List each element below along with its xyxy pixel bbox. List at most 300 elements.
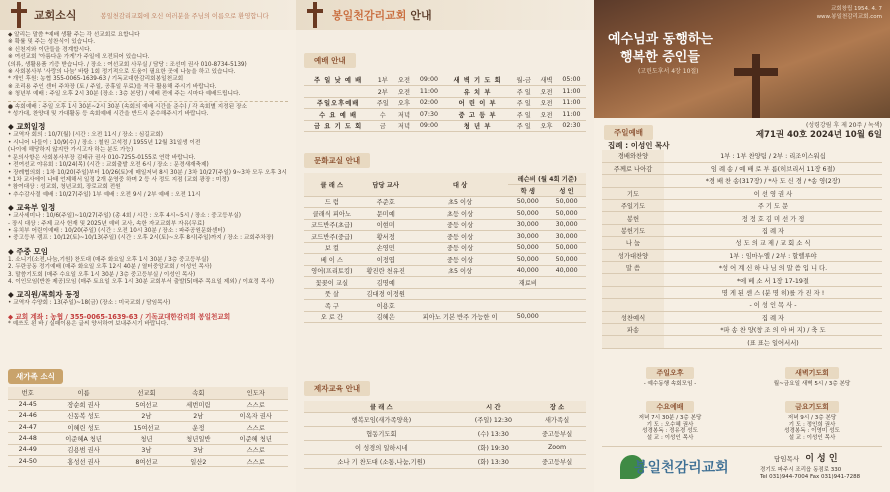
table-row — [304, 231, 586, 243]
culture-cell: 재료비 — [508, 277, 547, 289]
service-box-line: 설 교 : 이성인 목사 — [646, 434, 694, 441]
culture-cell: 50,000 — [508, 311, 547, 323]
order-label: 성찬예식 — [602, 311, 664, 323]
worship-cell: 유 치 부 — [443, 86, 511, 98]
family-cell: 15여선교 — [120, 422, 174, 433]
order-label — [602, 299, 664, 311]
disciple-tag: 제자교육 안내 — [304, 381, 370, 396]
culture-cell: 김대경 이정원 — [360, 288, 412, 300]
schedule-line: * 1차 교사에이 나태 언제해서 일정 2개 운영중 하며 2 등 사 정도 지점 (교회 광장 : 미정) — [8, 176, 230, 183]
notice-line: ※ 여선교회 '아름다운 가게'가 주일에 오전되어 있습니다. — [8, 54, 150, 61]
guide-church-name: 봉일천감리교회 — [332, 9, 407, 22]
table-row — [8, 433, 288, 444]
table-row — [304, 242, 586, 254]
table-row — [602, 212, 882, 224]
service-box-line: - 예수동행 속회모임 - — [643, 381, 697, 387]
culture-head-target: 대 상 — [412, 173, 509, 196]
service-box-line: 저녁 9시 / 3층 본당 — [787, 415, 837, 421]
service-box-title: 수요예배 — [646, 401, 693, 413]
hero-line2: 행복한 증인들 — [620, 50, 700, 65]
culture-cell: 40,000 — [508, 265, 547, 277]
culture-cell: 50,000 — [508, 208, 547, 220]
family-cell: 일산2 — [173, 455, 223, 466]
cover-cross-horizontal — [734, 68, 778, 76]
table-row — [8, 399, 288, 410]
worship-cell: 11:00 — [557, 86, 586, 98]
culture-cell: 황서정 — [360, 231, 412, 243]
culture-cell — [547, 300, 586, 312]
order-value: 이 선 영 권 사 — [664, 187, 882, 199]
table-row — [304, 277, 586, 289]
table-row — [304, 208, 586, 220]
culture-cell: 50,000 — [547, 254, 586, 266]
worship-cell: 새 벽 기 도 회 — [443, 74, 511, 86]
culture-cell: 황진란 천유진 — [360, 265, 412, 277]
family-cell: 3남 — [173, 444, 223, 455]
family-cell: 스스로 — [223, 399, 288, 410]
culture-cell: 중등 이상 — [412, 242, 509, 254]
culture-cell: 50,000 — [547, 196, 586, 208]
order-value: 주 기 도 문 — [664, 200, 882, 212]
family-cell: 스스로 — [223, 455, 288, 466]
footer-church-name: 봉일천감리교회 — [634, 460, 729, 476]
table-row — [8, 444, 288, 455]
schedule-line: • 교역자 회의 : 10/7(월) (시간 : 오전 11시 / 장소 : 심길교회) — [8, 132, 163, 139]
service-boxes — [602, 360, 882, 441]
worship-cell: 09:00 — [415, 120, 444, 132]
order-label — [602, 336, 664, 348]
weekly-meetings-list — [8, 257, 288, 287]
culture-cell: 오 로 간 — [304, 311, 360, 323]
order-label: 파송 — [602, 323, 664, 335]
church-news-panel — [0, 0, 296, 492]
service-box — [602, 394, 738, 441]
welcome-notices — [8, 32, 288, 99]
order-label: 성가대찬양 — [602, 249, 664, 261]
culture-cell: 문미예 — [360, 208, 412, 220]
table-row — [304, 427, 586, 441]
family-cell: 세번미림 — [173, 399, 223, 410]
cross-icon — [306, 2, 324, 28]
education-line: - 장시 대상 : 주제 교사 헌재 및 2025년 예비 교사, 속한 자교교회부 자유(무료) — [8, 220, 205, 227]
worship-cell: 오전 — [536, 97, 557, 109]
worship-cell: 저녁 — [393, 120, 414, 132]
education-line: • 유치부 어린이예배 : 10/20(주일) (시간 : 오전 10시 30분 / 장소 : 파주공원문화센터) — [8, 227, 226, 234]
worship-cell: 새벽 — [536, 74, 557, 86]
service-box — [744, 360, 880, 390]
order-label: 말 씀 — [602, 262, 664, 274]
culture-cell: 꽃꽂이 교실 — [304, 277, 360, 289]
family-cell: 청년 — [120, 433, 174, 444]
disciple-cell: 이 성경의 일하시네 — [304, 441, 459, 455]
table-row — [602, 150, 882, 162]
table-row — [602, 311, 882, 323]
family-cell: 청년일반 — [173, 433, 223, 444]
family-header: 속회 — [173, 387, 223, 399]
table-row — [602, 323, 882, 335]
disciple-cell: 중고등부실 — [528, 455, 586, 469]
family-cell: 운정 — [173, 422, 223, 433]
culture-cell: 김명예 — [360, 277, 412, 289]
family-cell: 스스로 — [223, 444, 288, 455]
worship-cell: 어 린 이 부 — [443, 97, 511, 109]
table-row — [304, 74, 586, 86]
worship-cell: 11:00 — [557, 109, 586, 121]
worship-cell: 05:00 — [557, 74, 586, 86]
family-cell: 2남 — [120, 410, 174, 421]
news-title: 교회소식 — [34, 9, 77, 22]
pastor-label: 담임목사 — [774, 455, 800, 463]
culture-cell: 30,000 — [508, 231, 547, 243]
culture-cell: 30,000 — [547, 219, 586, 231]
table-row — [602, 200, 882, 212]
disciple-cell: (화) 19:30 — [459, 441, 528, 455]
notice-line: ● 속회예배 : 주일 오후 1시 30분~2시 30분 (속회의 예배 시간을 준수) / 각 속회별 지정된 장소 — [8, 103, 247, 110]
service-box — [744, 394, 880, 441]
education-line: • 교사세미나 : 10/6(주일)~10/27(주일) (총 4회 / 시간 : 오후 4시~5시 / 장소 : 중고등부실) — [8, 213, 241, 220]
schedule-line: • 추수감사절 예배 : 10/27(주일) 1부 예배 : 오전 9시 / 2부 예배 : 오전 11시 — [8, 191, 201, 198]
culture-cell — [412, 300, 509, 312]
cell-notices — [8, 104, 288, 119]
table-row — [304, 97, 586, 109]
notice-line: * 성가대, 찬양대 및 가대활동 등 속회예배 시간을 반드시 준수해주시기 바랍니다. — [8, 111, 209, 118]
guide-panel — [296, 0, 594, 492]
culture-cell: 코드반주(중급) — [304, 231, 360, 243]
table-row — [602, 274, 882, 286]
presider: 집례 : 이성인 목사 — [608, 141, 670, 150]
culture-cell: 50,000 — [547, 208, 586, 220]
culture-cell: 이용호 — [360, 300, 412, 312]
footer — [602, 446, 882, 488]
worship-cell: 저녁 — [393, 109, 414, 121]
worship-cell: 수 — [372, 109, 393, 121]
order-label: 봉헌 — [602, 212, 664, 224]
notice-line: ※ 신천지와 이단들을 경계합시다. — [8, 46, 92, 53]
order-label: 경배와찬양 — [602, 150, 664, 162]
hero-verse: (고린도후서 4장 10절) — [638, 68, 699, 75]
church-address: 경기도 파주시 조리읍 동점로 330 — [760, 467, 842, 473]
disciple-header: 장 소 — [528, 401, 586, 413]
family-cell: 이옥자 권사 — [223, 410, 288, 421]
order-label — [602, 274, 664, 286]
culture-cell: 중등 이상 — [412, 231, 509, 243]
order-label — [602, 175, 664, 187]
order-label: 봉헌기도 — [602, 224, 664, 236]
culture-cell: 50,000 — [508, 254, 547, 266]
order-value: 성 도 의 교 제 / 교 회 소 식 — [664, 237, 882, 249]
table-row — [602, 224, 882, 236]
family-cell: 5여선교 — [120, 399, 174, 410]
culture-cell: 영어(프리토킹) — [304, 265, 360, 277]
news-subtitle: 봉일천감리교회에 오신 여러분을 주님의 이름으로 환영합니다 — [100, 12, 269, 20]
family-cell: 24-48 — [8, 433, 48, 444]
culture-cell: 초5 이상 — [412, 265, 509, 277]
notice-line: ※ 조리용 주인 센터 주차장 (토 / 주일, 공휴일 무료)을 적극 활용해 주시기 바랍니다. — [8, 83, 217, 90]
meeting-line: 3. 말씀기도회 (매주 수요일 오후 1시 30분 / 3층 중고등부실 / 이성인 목사) — [8, 271, 196, 278]
worship-guide — [304, 48, 586, 132]
family-cell: 24-46 — [8, 410, 48, 421]
culture-cell: 드 럼 — [304, 196, 360, 208]
family-header: 인도자 — [223, 387, 288, 399]
disciple-cell: 중고등부실 — [528, 427, 586, 441]
education-title: ◆ 교육부 일정 — [8, 203, 56, 213]
disciple-cell: (화) 13:30 — [459, 455, 528, 469]
worship-cell: 주일오후예배 — [304, 97, 372, 109]
worship-cell: 주 일 낮 예 배 — [304, 74, 372, 86]
culture-cell: 40,000 — [547, 265, 586, 277]
new-family-badge: 새가족 소식 — [8, 369, 63, 384]
schedule-line: • 시니어 나들이 : 10/9(수) / 장소 : 철원 고석정 / 1955년 12월 31일생 이전 — [8, 139, 201, 146]
order-value: 집 례 자 — [664, 224, 882, 236]
family-cell: 24-45 — [8, 399, 48, 410]
liturgical-season: (성령강림 후 제 20주 / 녹색) — [805, 122, 882, 129]
order-value: 1부 : 1부 찬양팀 / 2부 : 리조이스워십 — [664, 150, 882, 162]
table-row — [304, 413, 586, 427]
worship-cell: 오전 — [536, 86, 557, 98]
culture-cell — [412, 277, 509, 289]
schedule-line: * 참여대상 : 성교회, 청년교회, 장로교회 전원 — [8, 184, 121, 191]
worship-cell: 금 요 기 도 회 — [304, 120, 372, 132]
pastor-line — [774, 451, 838, 464]
worship-cell: 02:30 — [557, 120, 586, 132]
disciple-header: 클 래 스 — [304, 401, 459, 413]
disciple-cell: 새가족실 — [528, 413, 586, 427]
hero-line1: 예수님과 동행하는 — [608, 32, 713, 47]
worship-cell: 1부 — [372, 74, 393, 86]
worship-cell: 중 고 등 부 — [443, 109, 511, 121]
family-cell: 2남 — [173, 410, 223, 421]
culture-cell — [547, 311, 586, 323]
schedule-list — [8, 132, 288, 199]
church-phone: Tel 031)944-7004 Fax 031)941-7288 — [760, 474, 861, 480]
worship-cell: 주 일 — [512, 86, 536, 98]
service-box-line: 저녁 7시 30분 / 3층 본당 — [638, 415, 702, 421]
culture-cell — [508, 300, 547, 312]
order-value: 임 례 송 / 예 배 로 부 름(히브리서 11장 6절) — [664, 162, 882, 174]
culture-cell: 30,000 — [508, 219, 547, 231]
church-url[interactable]: www.봉일천감리교회.com — [816, 14, 882, 20]
culture-cell: 초5 이상 — [412, 196, 509, 208]
culture-class-tag: 문화교실 안내 — [304, 153, 370, 168]
order-value: *경 배 찬 송(317장) / *사 도 신 경 / *송 영(2장) — [664, 175, 882, 187]
table-row — [304, 455, 586, 469]
order-label: 주께로 나아감 — [602, 162, 664, 174]
schedule-line: • 장례협의회 : 1차 10/20(주일)부터 10/26(토)에 매일저녁 8시 30분 / 3차 10/27(주일) 9~3차 모두 오후 3시 — [8, 169, 287, 176]
schedule-line: * 문의사항은 사회봉사부장 김태규 권사 010-7255-0155로 연락 바랍니다. — [8, 154, 196, 161]
culture-cell — [412, 288, 509, 300]
family-header: 선교회 — [120, 387, 174, 399]
table-row — [8, 455, 288, 466]
order-label — [602, 286, 664, 298]
account-title: ◆ 교회 계좌 : 농협 / 355-0065-1639-63 / 기독교대한감리회 봉일천교회 — [8, 312, 231, 321]
worship-cell: 월-금 — [512, 74, 536, 86]
service-box-line: 성경봉독 : 이영미 성도 — [784, 428, 840, 435]
order-value: 집 례 자 — [664, 311, 882, 323]
service-box-title: 새벽기도회 — [785, 367, 839, 379]
culture-cell: 이정엽 — [360, 254, 412, 266]
service-box-line: 설 교 : 이성인 목사 — [788, 434, 836, 441]
order-value: *에 베 소 서 1장 17-19절 — [664, 274, 882, 286]
order-value: 1부 : 임마누엘 / 2부 : 할렐루야 — [664, 249, 882, 261]
news-body — [0, 30, 296, 328]
schedule-title: ◆ 교회일정 — [8, 122, 46, 132]
culture-cell: 50,000 — [508, 242, 547, 254]
worship-cell: 주 일 — [512, 97, 536, 109]
culture-cell: 베 이 스 — [304, 254, 360, 266]
worship-cell — [304, 86, 372, 98]
table-row — [304, 109, 586, 121]
culture-cell: 주준호 — [360, 196, 412, 208]
notice-line: ※ 청년부 예배 : 주일 오후 2시 30분 (장소 : 3층 본당) / 예배 전에 주는 시마다 예배드립니다. — [8, 91, 241, 98]
family-cell: 이준혜A 청년 — [48, 433, 120, 444]
culture-cell: 30,000 — [547, 231, 586, 243]
order-of-worship — [602, 150, 882, 349]
family-cell: 24-50 — [8, 455, 48, 466]
worship-cell: 07:30 — [415, 109, 444, 121]
family-cell: 스스로 — [223, 422, 288, 433]
guide-header — [296, 0, 594, 30]
family-cell: 신동복 성도 — [48, 410, 120, 421]
meeting-line: 1. 소니기(소전,나눔,기원) 찬도대 (매주 화요일 오후 1시 30분 / 3층 중고등부실) — [8, 256, 209, 263]
culture-cell — [508, 288, 547, 300]
table-row — [602, 175, 882, 187]
table-row — [602, 299, 882, 311]
table-row — [304, 86, 586, 98]
culture-table — [304, 173, 586, 323]
worship-cell: 11:00 — [415, 86, 444, 98]
worship-cell: 주 일 — [512, 120, 536, 132]
disciple-table — [304, 401, 586, 469]
meeting-line: 2. 두란공동 정기예배 (매주 화요일 오후 12시 40분 / 열터중앙교회 / 이성인 목사) — [8, 264, 212, 271]
culture-head-fee: 레슨비 (월 4회 기준) — [508, 173, 586, 185]
table-row — [602, 237, 882, 249]
culture-head-adult: 성 인 — [547, 185, 586, 197]
schedule-line: • 전여선교 야유회 : 10/24(목) (시간 : 교회출발 오전 6시 / 장소 : 문경새재축제) — [8, 162, 209, 169]
table-row — [602, 336, 882, 348]
disciple-cell: 행복모임(새가족양육) — [304, 413, 459, 427]
service-box-line: 기 도 : 정인희 권사 — [788, 421, 836, 428]
culture-cell: 김혜은 — [360, 311, 412, 323]
worship-cell: 오전 — [393, 74, 414, 86]
culture-cell: 클래식 피아노 — [304, 208, 360, 220]
worship-cell: 02:00 — [415, 97, 444, 109]
family-cell: 8여선교 — [120, 455, 174, 466]
worship-cell: 오전 — [536, 109, 557, 121]
family-header: 번호 — [8, 387, 48, 399]
new-family-section — [8, 364, 288, 467]
news-header — [0, 0, 296, 30]
worship-cell: 금 — [372, 120, 393, 132]
table-row — [304, 441, 586, 455]
culture-cell: 초등 이상 — [412, 208, 509, 220]
table-row — [602, 286, 882, 298]
order-label: 기도 — [602, 187, 664, 199]
culture-cell: 중등 이상 — [412, 219, 509, 231]
service-box-line: 월~금요일 새벽 5시 / 3층 본당 — [773, 381, 851, 387]
family-cell: 김용범 권사 — [48, 444, 120, 455]
disciple-header: 시 간 — [459, 401, 528, 413]
culture-class-guide — [304, 148, 586, 323]
disciple-cell: 소나 기 찬도대 (소통,나눔,기원) — [304, 455, 459, 469]
service-box-line: 성경봉독 : 정유경 성도 — [642, 428, 698, 435]
table-row — [602, 187, 882, 199]
culture-cell: 코드반주(초급) — [304, 219, 360, 231]
founding-date: 교회창립 1954. 4. 7 — [831, 6, 882, 12]
bulletin-cover-panel — [594, 0, 890, 492]
family-cell: 3남 — [120, 444, 174, 455]
table-row — [602, 162, 882, 174]
worship-badge-wrap — [604, 120, 653, 140]
family-cell: 24-47 — [8, 422, 48, 433]
staff-title: ◆ 교직원/목회자 동정 — [8, 290, 80, 300]
culture-cell — [547, 277, 586, 289]
notice-line: ※ 확률 및 주는 성찬식이 있습니다. — [8, 39, 96, 46]
order-value: 정 정 호 김 미 선 가 정 — [664, 212, 882, 224]
worship-cell: 청 년 부 — [443, 120, 511, 132]
disciple-cell: (주일) 12:30 — [459, 413, 528, 427]
education-list — [8, 213, 288, 243]
worship-cell: 오전 — [393, 86, 414, 98]
family-cell: 이혜린 성도 — [48, 422, 120, 433]
table-row — [304, 288, 586, 300]
family-header: 이름 — [48, 387, 120, 399]
disciple-guide — [304, 376, 586, 469]
table-row — [8, 422, 288, 433]
notice-line: * 개인 후원: 농협 355-0065-1639-63 / 기독교대한감리회봉일천교회 — [8, 76, 184, 83]
culture-cell: 피아노 기본 반주 가능한 이 — [412, 311, 509, 323]
disciple-cell: (수) 13:30 — [459, 427, 528, 441]
account-note: * 예쓰도 왼 바 / 실패이용은 글씨 양서하여 보내주시기 바랍니다. — [8, 320, 169, 327]
family-cell: 홍성선 권사 — [48, 455, 120, 466]
weekly-meetings-title: ◆ 주중 모임 — [8, 246, 48, 256]
notice-line: ◆ 알리는 말씀 *예배 생활 주는 각 선교회로 요합니다 — [8, 32, 140, 38]
worship-cell: 09:00 — [415, 74, 444, 86]
culture-cell: 중등 이상 — [412, 254, 509, 266]
service-box-line: 기 도 : 오수혜 권사 — [646, 421, 694, 428]
order-table — [602, 150, 882, 349]
order-value: *성 어 계 신 하 나 님 의 말 씀 입 니 다. — [664, 262, 882, 274]
worship-guide-tag: 예배 안내 — [304, 53, 356, 68]
order-value: - 이 성 인 목 사 - — [664, 299, 882, 311]
order-value: (표 표는 일어서서) — [664, 336, 882, 348]
order-label: 주일기도 — [602, 200, 664, 212]
worship-table — [304, 74, 586, 132]
guide-title: 안내 — [410, 9, 432, 22]
culture-cell: 풋 살 — [304, 288, 360, 300]
order-value: *파 송 찬 양(창 조 의 아 버 지) / 축 도 — [664, 323, 882, 335]
culture-cell: 이현미 — [360, 219, 412, 231]
culture-cell: 보 컬 — [304, 242, 360, 254]
family-cell: 24-49 — [8, 444, 48, 455]
notice-line: (의류, 생활용품 기증 받습니다. / 장소 : 여선교회 사무실 / 담당 : 조선미 권사 010-8734-5139) — [8, 61, 247, 68]
table-row — [304, 120, 586, 132]
education-line: • 중고등부 캠프 : 10/12(토)~10/13(주일) (시간 : 오후 2시(토)~오후 8시(주일)까지 / 장소 : 교회주차장) — [8, 235, 274, 242]
worship-cell: 오후 — [393, 97, 414, 109]
issue-info: 제71권 40호 2024년 10월 6일 — [755, 130, 882, 140]
family-cell: 장순희 권사 — [48, 399, 120, 410]
table-row — [304, 219, 586, 231]
culture-cell: 손영민 — [360, 242, 412, 254]
worship-cell: 2부 — [372, 86, 393, 98]
family-cell: 이준혜 청년 — [223, 433, 288, 444]
table-row — [602, 249, 882, 261]
table-row — [304, 311, 586, 323]
service-box-title: 주일오후 — [646, 367, 693, 379]
table-row — [304, 196, 586, 208]
cover-hero-image — [594, 0, 890, 118]
order-value: 명 게 된 센 스 (분 명 히)를 가 진 자 ! — [664, 286, 882, 298]
staff-text: • 교역자 수양회 : 13(주일)~18(금) (장소 : 미국교회 / 담임목사) — [8, 300, 171, 307]
